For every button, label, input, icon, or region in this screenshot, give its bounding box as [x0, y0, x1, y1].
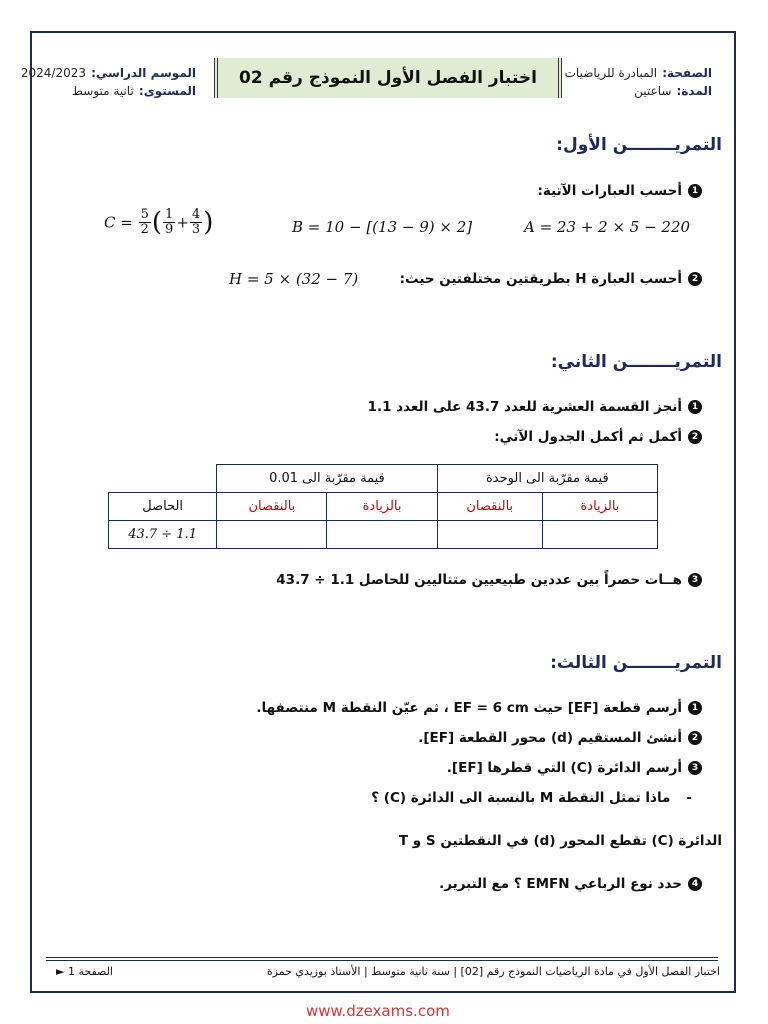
header-duration-label: المدة:: [676, 84, 712, 98]
expr-c: C = $\frac{5}{2}$ ( $\frac{1}{9}$ + $\frac{4}{3}$ ): [104, 207, 214, 238]
ex3-q3b: -ماذا تمثل النقطة M بالنسبة الى الدائرة (C) ؟: [371, 790, 692, 806]
header-page: [565, 62, 712, 81]
col-hundredth-deficit: بالنقصان: [217, 493, 327, 521]
header-page-value: المبادرة للرياضيات: [564, 66, 658, 80]
header-duration: [634, 80, 712, 99]
ex1-q2-text: أحسب العبارة H بطريقتين مختلفتين حيث:: [399, 271, 682, 287]
frac-num: 5: [140, 207, 149, 222]
ex1-q1: [538, 183, 703, 199]
header-level-value: ثانية متوسط: [71, 84, 134, 98]
number-badge: 3: [688, 573, 702, 587]
ex1-title: التمريــــــــن الأول:: [556, 135, 722, 155]
frac-den: 2: [140, 222, 149, 237]
fraction-5-2: [139, 208, 151, 237]
footer-text: اختبار الفصل الأول في مادة الرياضيات النموذج رقم [02] | سنة ثانية متوسط | الأستاذ بوزيدي حمزة: [266, 965, 720, 978]
ex3-title-text: التمريــــــــن الثالث: [556, 653, 722, 673]
ex3-q1-text: أرسم قطعة [EF] حيث EF = 6 cm ، ثم عيّن النقطة M منتصفها.: [256, 700, 682, 716]
number-badge: 2: [688, 430, 702, 444]
ex2-q3-text: هــات حصراً بين عددين طبيعيين متتاليين للحاصل 1.1 ÷ 43.7: [276, 572, 682, 588]
ex2-q2: [494, 429, 702, 445]
header-duration-value: ساعتين: [634, 84, 672, 98]
header-level-label: المستوى:: [138, 84, 196, 98]
ex3-q3-text: أرسم الدائرة (C) التي قطرها [EF].: [446, 760, 682, 776]
expr-c-lhs: C =: [104, 213, 133, 232]
exam-title-box: [214, 58, 562, 98]
ex3-q2: [418, 730, 702, 746]
expr-h: H = 5 × (32 − 7): [229, 270, 359, 288]
col-unit-excess: بالزيادة: [542, 493, 657, 521]
header-unit: قيمة مقرّبة الى الوحدة: [437, 465, 657, 493]
header-level: [72, 80, 196, 99]
watermark-link[interactable]: www.dzexams.com: [306, 1002, 450, 1020]
frac-num: 1: [165, 207, 174, 222]
header-page-label: الصفحة:: [662, 66, 712, 80]
ex3-note: الدائرة (C) تقطع المحور (d) في النقطتين S و T: [398, 833, 722, 849]
expr-b: B = 10 − [(13 − 9) × 2]: [292, 218, 473, 236]
plus-sign: +: [176, 213, 189, 232]
ex2-title: التمريــــــــن الثاني:: [550, 352, 722, 372]
ex3-q4-text: حدد نوع الرباعي EMFN ؟ مع التبرير.: [439, 876, 682, 892]
ex1-q2: [400, 271, 702, 287]
number-badge: 3: [688, 761, 702, 775]
col-hundredth-excess: بالزيادة: [327, 493, 437, 521]
empty-corner: [109, 465, 217, 493]
header-hundredth: قيمة مقرّبة الى 0.01: [217, 465, 437, 493]
header-season-value: 2024/2023: [20, 66, 87, 80]
ex3-q1: [256, 700, 702, 716]
header-season-label: الموسم الدراسي:: [91, 66, 196, 80]
ex1-title-text: التمريــــــــن الأول: [562, 135, 722, 155]
ex2-q2-text: أكمل ثم أكمل الجدول الآتي:: [494, 429, 682, 445]
rounding-table: [108, 464, 658, 549]
fraction-1-9: [163, 208, 175, 237]
frac-den: 9: [165, 222, 174, 237]
number-badge: 4: [688, 877, 702, 891]
ex2-q1-text: أنجز القسمة العشرية للعدد 43.7 على العدد 1.1: [367, 399, 682, 415]
number-badge: 1: [688, 701, 702, 715]
row-label: 43.7 ÷ 1.1: [109, 521, 217, 549]
col-result: الحاصل: [109, 493, 217, 521]
ex3-q2-text: أنشئ المستقيم (d) محور القطعة [EF].: [418, 730, 682, 746]
cell-empty: [437, 521, 542, 549]
frac-den: 3: [191, 222, 201, 237]
number-badge: 1: [688, 400, 702, 414]
ex2-q3: [276, 572, 702, 588]
header-season: [21, 62, 196, 81]
footer-divider: [46, 957, 718, 961]
ex2-title-text: التمريــــــــن الثاني: [557, 352, 722, 372]
number-badge: 1: [688, 184, 702, 198]
ex3-q3: [447, 760, 702, 776]
col-unit-deficit: بالنقصان: [437, 493, 542, 521]
ex1-q1-text: أحسب العبارات الآتية:: [537, 183, 682, 199]
fraction-4-3: [190, 208, 202, 237]
cell-empty: [217, 521, 327, 549]
number-badge: 2: [688, 731, 702, 745]
frac-num: 4: [191, 207, 201, 222]
footer-page: الصفحة 1 ►: [56, 965, 113, 978]
expr-a: A = 23 + 2 × 5 − 220: [524, 218, 691, 236]
ex2-q1: [368, 399, 702, 415]
cell-empty: [327, 521, 437, 549]
number-badge: 2: [688, 272, 702, 286]
cell-empty: [542, 521, 657, 549]
ex3-title: التمريــــــــن الثالث:: [550, 653, 722, 673]
ex3-q4: [439, 876, 702, 892]
ex3-q3b-text: ماذا تمثل النقطة M بالنسبة الى الدائرة (C) ؟: [371, 790, 671, 806]
exam-title: اختبار الفصل الأول النموذج رقم 02: [239, 68, 537, 88]
